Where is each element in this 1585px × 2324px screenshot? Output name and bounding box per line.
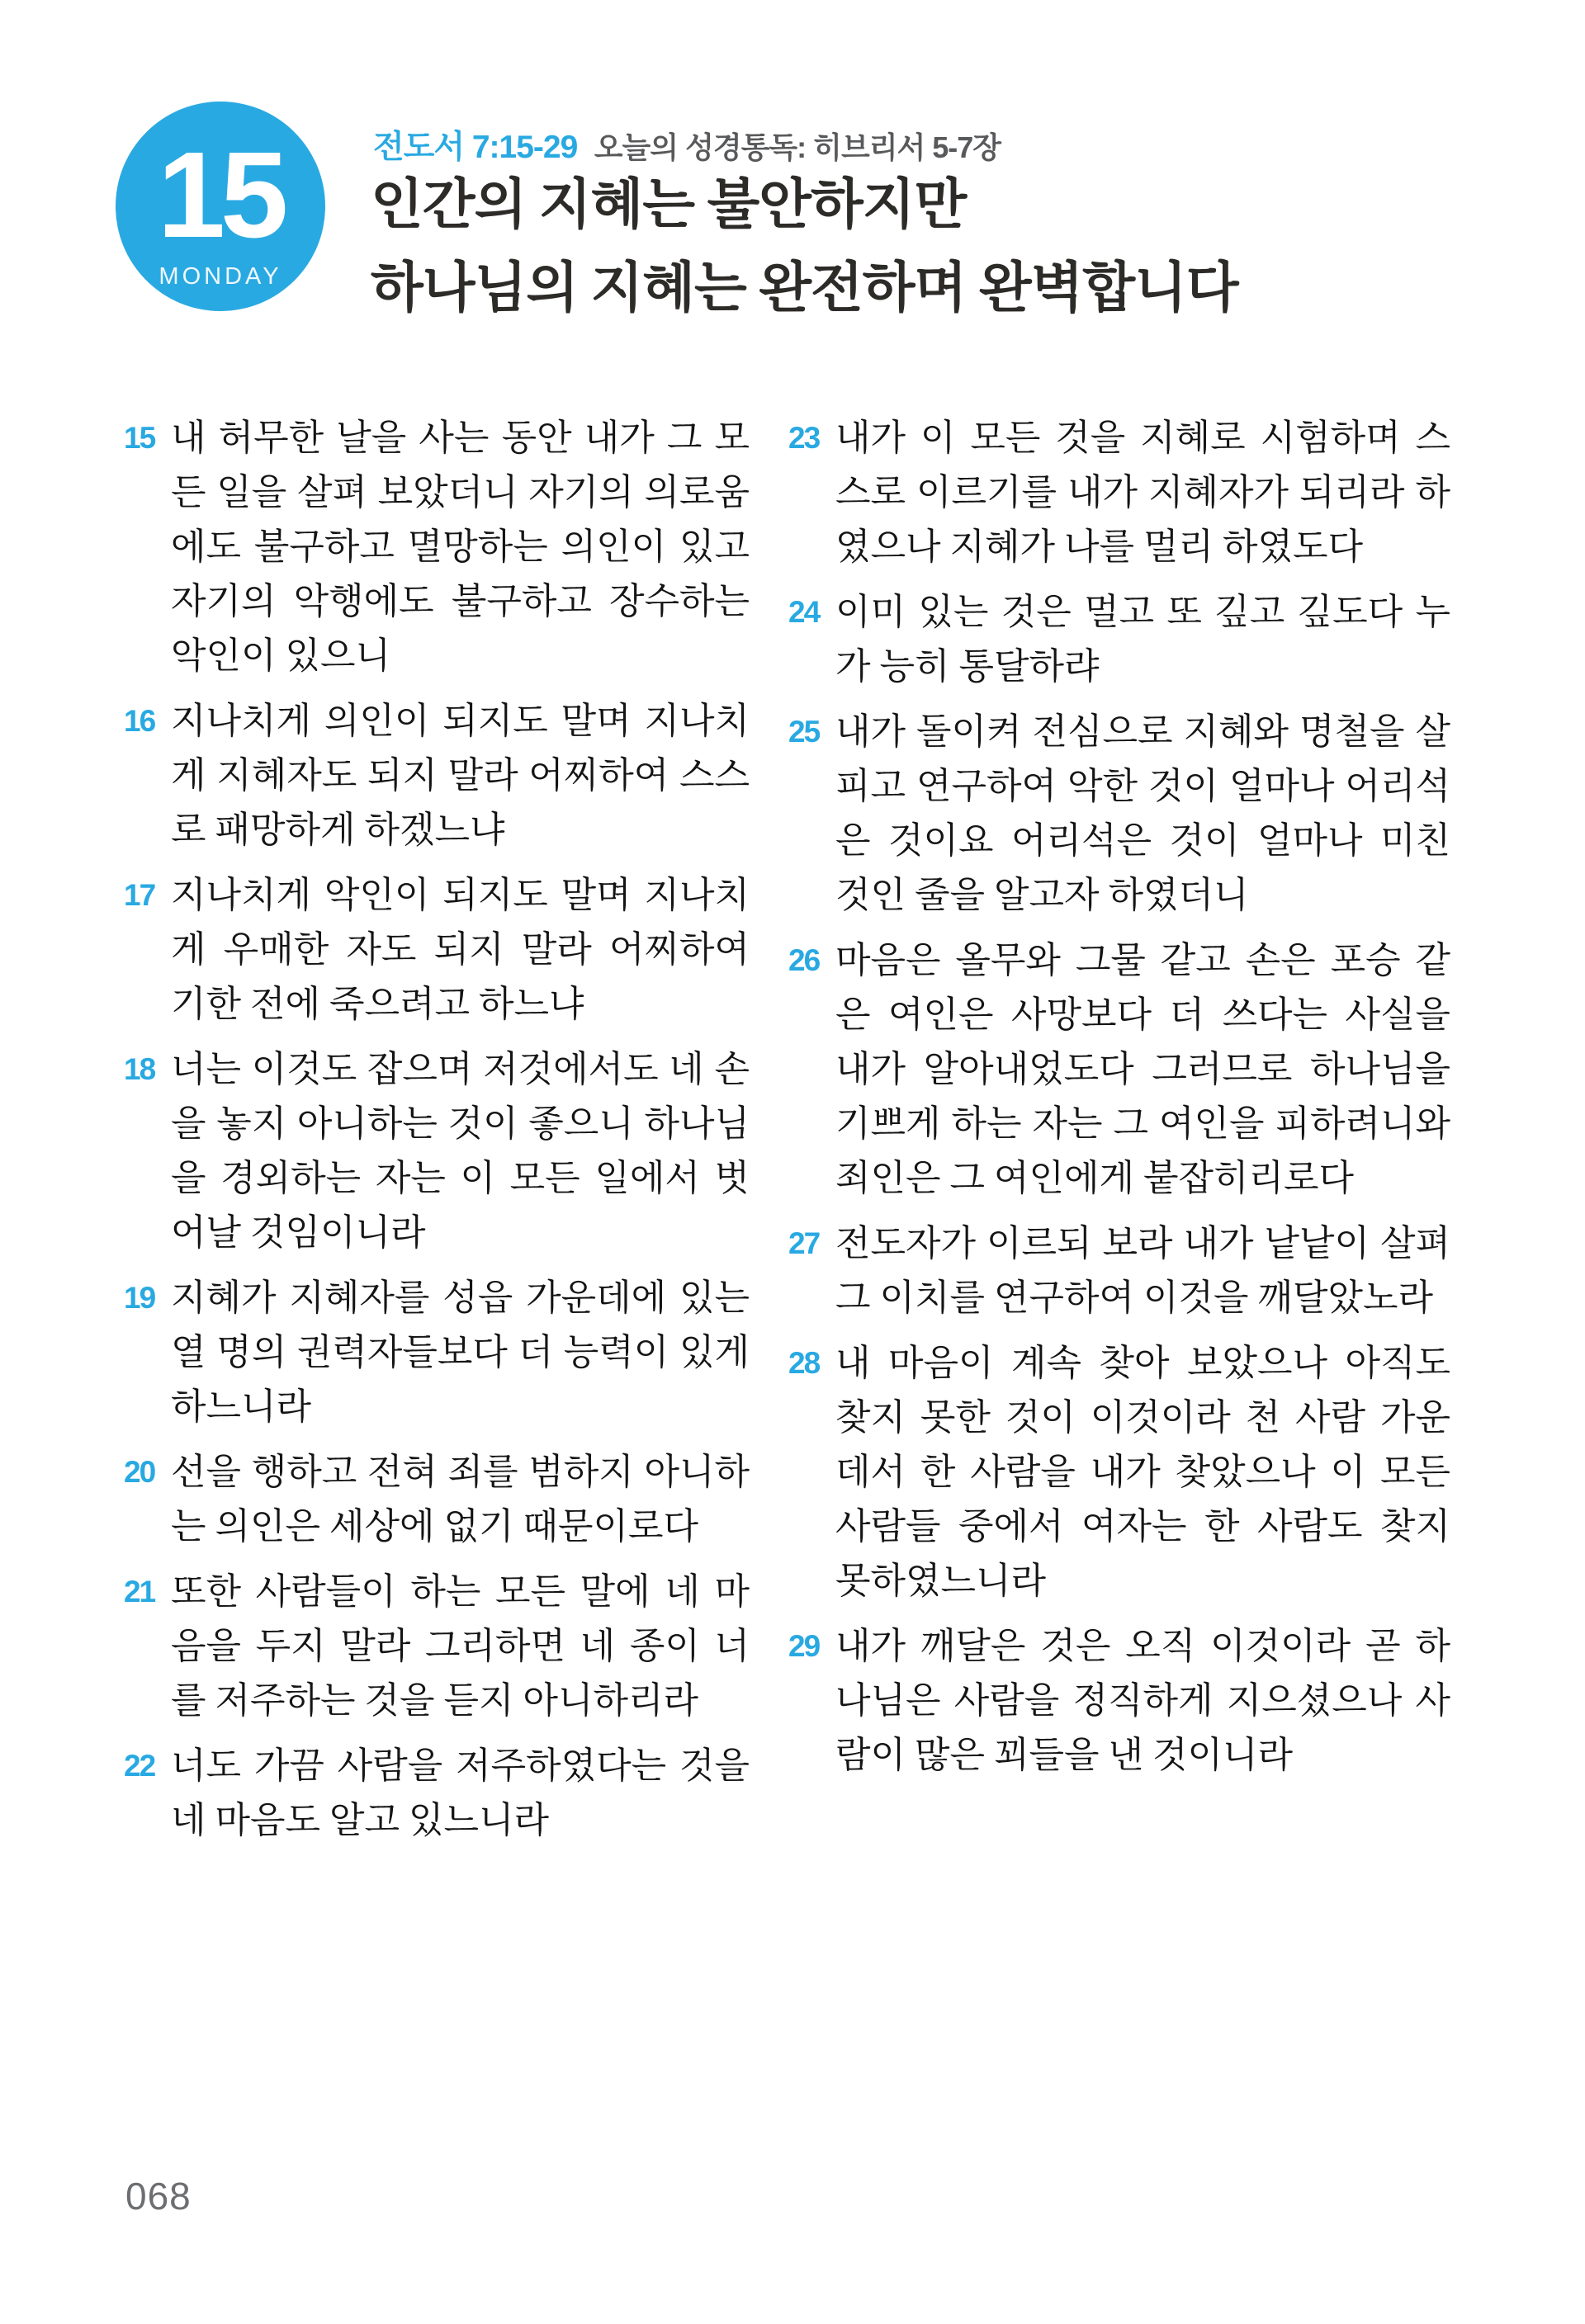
verse-text: 선을 행하고 전혀 죄를 범하지 아니하는 의인은 세상에 없기 때문이로다: [171, 1452, 750, 1547]
verse-text: 마음은 올무와 그물 같고 손은 포승 같은 여인은 사망보다 더 쓰다는 사실을 내가 알아내었도다 그러므로 하나님을 기쁘게 하는 자는 그 여인을 피하려니와 죄인은 그 여인에게 붙잡히리로다: [835, 940, 1450, 1198]
verse-text: 너는 이것도 잡으며 저것에서도 네 손을 놓지 아니하는 것이 좋으니 하나님을 경외하는 자는 이 모든 일에서 벗어날 것임이니라: [171, 1049, 750, 1253]
verse-29: [788, 1619, 1450, 1783]
verse-15: [124, 411, 750, 683]
verse-number: 23: [788, 421, 820, 455]
verse-column-left: [124, 411, 750, 1859]
verse-number: 15: [124, 421, 155, 455]
verse-28: [788, 1336, 1450, 1608]
verse-number: 21: [124, 1575, 155, 1608]
page-title-line2: 하나님의 지혜는 완전하며 완벽합니다: [371, 258, 1238, 319]
verse-19: [124, 1271, 750, 1434]
reading-plan: 오늘의 성경통독: 히브리서 5-7장: [594, 130, 1001, 164]
verse-number: 29: [788, 1629, 820, 1663]
verse-20: [124, 1445, 750, 1554]
scripture-reference: 전도서 7:15-29: [373, 130, 578, 165]
verse-text: 지나치게 의인이 되지도 말며 지나치게 지혜자도 되지 말라 어찌하여 스스로 패망하게 하겠느냐: [171, 701, 750, 850]
verse-number: 26: [788, 943, 820, 977]
verse-number: 25: [788, 715, 820, 749]
verse-16: [124, 694, 750, 857]
verse-text: 내 마음이 계속 찾아 보았으나 아직도 찾지 못한 것이 이것이라 천 사람 가운데서 한 사람을 내가 찾았으나 이 모든 사람들 중에서 여자는 한 사람도 찾지 못하였느니라: [835, 1343, 1450, 1601]
verse-24: [788, 585, 1450, 694]
header-reference-line: [373, 121, 1001, 168]
page-title: [371, 163, 1238, 330]
verse-text: 내가 이 모든 것을 지혜로 시험하며 스스로 이르기를 내가 지혜자가 되리라 하였으나 지혜가 나를 멀리 하였도다: [835, 418, 1450, 567]
verse-text: 지혜가 지혜자를 성읍 가운데에 있는 열 명의 권력자들보다 더 능력이 있게 하느니라: [171, 1278, 750, 1427]
verse-text: 내가 돌이켜 전심으로 지혜와 명철을 살피고 연구하여 악한 것이 얼마나 어리석은 것이요 어리석은 것이 얼마나 미친 것인 줄을 알고자 하였더니: [835, 711, 1450, 915]
verse-text: 지나치게 악인이 되지도 말며 지나치게 우매한 자도 되지 말라 어찌하여 기한 전에 죽으려고 하느냐: [171, 875, 750, 1024]
verse-column-right: [788, 411, 1450, 1793]
day-badge: [116, 102, 325, 311]
verse-text: 내가 깨달은 것은 오직 이것이라 곧 하나님은 사람을 정직하게 지으셨으나 사람이 많은 꾀들을 낸 것이니라: [835, 1626, 1450, 1775]
verse-26: [788, 933, 1450, 1206]
verse-text: 너도 가끔 사람을 저주하였다는 것을 네 마음도 알고 있느니라: [171, 1745, 750, 1840]
verse-23: [788, 411, 1450, 574]
verse-number: 16: [124, 704, 155, 738]
verse-text: 또한 사람들이 하는 모든 말에 네 마음을 두지 말라 그리하면 네 종이 너를 저주하는 것을 듣지 아니하리라: [171, 1571, 750, 1721]
verse-22: [124, 1739, 750, 1848]
verse-27: [788, 1216, 1450, 1325]
verse-17: [124, 868, 750, 1032]
page-title-line1: 인간의 지혜는 불안하지만: [371, 175, 967, 235]
verse-number: 28: [788, 1346, 820, 1380]
verse-25: [788, 705, 1450, 923]
verse-21: [124, 1565, 750, 1728]
verse-text: 전도자가 이르되 보라 내가 낱낱이 살펴 그 이치를 연구하여 이것을 깨달았노라: [835, 1223, 1450, 1318]
page-number: 068: [125, 2175, 192, 2218]
verse-number: 24: [788, 595, 820, 629]
day-name: MONDAY: [158, 263, 282, 290]
verse-text: 이미 있는 것은 멀고 또 깊고 깊도다 누가 능히 통달하랴: [835, 592, 1450, 687]
verse-number: 22: [124, 1749, 155, 1783]
verse-18: [124, 1042, 750, 1260]
day-number: 15: [157, 127, 284, 263]
verse-number: 20: [124, 1455, 155, 1489]
verse-number: 19: [124, 1281, 155, 1315]
verse-number: 17: [124, 878, 155, 912]
verse-text: 내 허무한 날을 사는 동안 내가 그 모든 일을 살펴 보았더니 자기의 의로움에도 불구하고 멸망하는 의인이 있고 자기의 악행에도 불구하고 장수하는 악인이 있으니: [171, 418, 750, 676]
verse-number: 18: [124, 1052, 155, 1086]
verse-number: 27: [788, 1226, 820, 1260]
